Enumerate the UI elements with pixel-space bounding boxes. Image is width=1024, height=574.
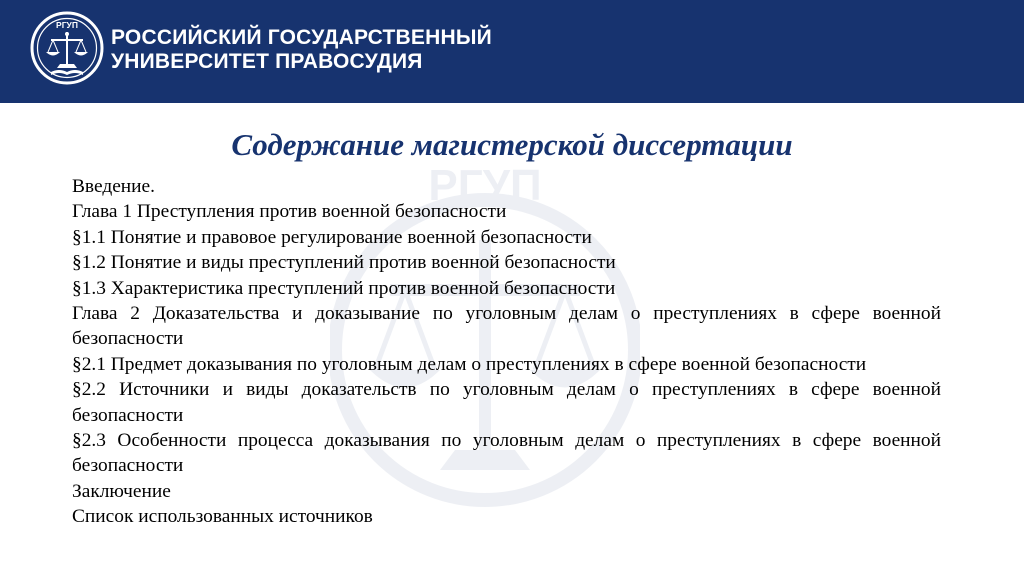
slide-title: Содержание магистерской диссертации bbox=[231, 127, 793, 162]
watermark-text: РГУП bbox=[428, 161, 542, 210]
toc-item-section-2-1: §2.1 Предмет доказывания по уголовным делам о преступлениях в сфере военной безопасности bbox=[72, 353, 867, 375]
toc-item-section-1-1: §1.1 Понятие и правовое регулирование военной безопасности bbox=[72, 226, 592, 248]
toc-item-conclusion: Заключение bbox=[72, 480, 171, 502]
toc-item-introduction: Введение. bbox=[72, 176, 156, 197]
toc-item-references: Список использованных источников bbox=[72, 506, 373, 528]
toc-item-section-1-3: §1.3 Характеристика преступлений против военной безопасности bbox=[72, 277, 616, 299]
table-of-contents bbox=[72, 174, 941, 530]
header-bar bbox=[0, 0, 1024, 103]
toc-item-chapter-1: Глава 1 Преступления против военной безопасности bbox=[72, 201, 507, 223]
toc-item-chapter-2: Глава 2 Доказательства и доказывание по уголовным делам о преступлениях в сфере военной безопасности bbox=[72, 303, 941, 350]
university-emblem-icon bbox=[29, 10, 105, 86]
university-name-line-2: УНИВЕРСИТЕТ ПРАВОСУДИЯ bbox=[111, 50, 423, 73]
toc-item-section-1-2: §1.2 Понятие и виды преступлений против военной безопасности bbox=[72, 252, 616, 274]
toc-item-section-2-3: §2.3 Особенности процесса доказывания по уголовным делам о преступлениях в сфере военной безопасности bbox=[72, 430, 941, 477]
university-name-line-1: РОССИЙСКИЙ ГОСУДАРСТВЕННЫЙ bbox=[111, 26, 492, 49]
toc-item-section-2-2: §2.2 Источники и виды доказательств по уголовным делам о преступлениях в сфере военной безопасности bbox=[72, 379, 941, 426]
logo-text: РГУП bbox=[56, 20, 78, 30]
university-name bbox=[111, 26, 492, 74]
